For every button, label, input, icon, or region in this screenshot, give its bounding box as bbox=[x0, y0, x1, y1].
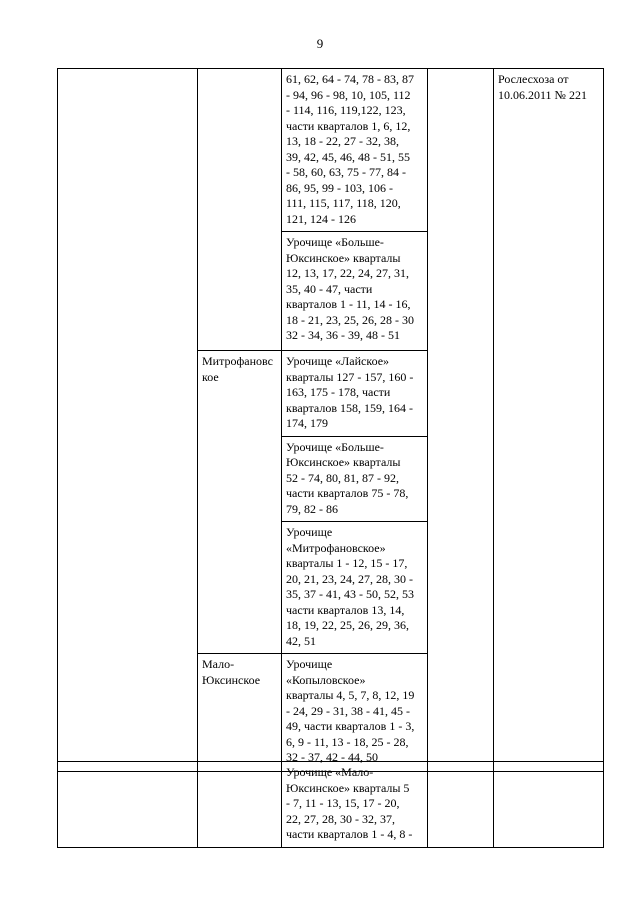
table-row bbox=[58, 762, 604, 848]
quarters-cell: Урочище «Лайское» кварталы 127 - 157, 160 - 163, 175 - 178, части кварталов 158, 159, 164 - 174, 179 bbox=[282, 351, 428, 437]
territory-cell bbox=[198, 762, 282, 848]
territory-cell: Митрофановс кое bbox=[198, 351, 282, 654]
forestry-cell bbox=[58, 762, 198, 848]
area-cell bbox=[428, 762, 494, 848]
quarters-cell: Урочище «Мало- Юксинское» кварталы 5 - 7, 11 - 13, 15, 17 - 20, 22, 27, 28, 30 - 32, 37, части кварталов 1 - 4, 8 - bbox=[282, 762, 428, 848]
decision-cell bbox=[494, 762, 604, 848]
quarters-cell: Урочище «Больше- Юксинское» кварталы 52 - 74, 80, 81, 87 - 92, части кварталов 75 - 78, 79, 82 - 86 bbox=[282, 436, 428, 522]
territory-cell: Мало- Юксинское bbox=[198, 654, 282, 772]
forest-district-table-continued bbox=[57, 761, 604, 848]
forestry-cell bbox=[58, 69, 198, 772]
quarters-cell: Урочище «Больше- Юксинское» кварталы 12, 13, 17, 22, 24, 27, 31, 35, 40 - 47, части кварталов 1 - 11, 14 - 16, 18 - 21, 23, 25, 26, 28 - 30 32 - 34, 36 - 39, 48 - 51 bbox=[282, 232, 428, 351]
quarters-cell: Урочище «Митрофановское» кварталы 1 - 12, 15 - 17, 20, 21, 23, 24, 27, 28, 30 - 35, 37 - 41, 43 - 50, 52, 53 части кварталов 13, 14, 18, 19, 22, 25, 26, 29, 36, 42, 51 bbox=[282, 522, 428, 654]
area-cell bbox=[428, 69, 494, 772]
forest-district-table bbox=[57, 68, 604, 772]
quarters-cell: 61, 62, 64 - 74, 78 - 83, 87 - 94, 96 - 98, 10, 105, 112 - 114, 116, 119,122, 123, части кварталов 1, 6, 12, 13, 18 - 22, 27 - 32, 38, 39, 42, 45, 46, 48 - 51, 55 - 58, 60, 63, 75 - 77, 84 - 86, 95, 99 - 103, 106 - 111, 115, 117, 118, 120, 121, 124 - 126 bbox=[282, 69, 428, 232]
page-number: 9 bbox=[316, 36, 324, 51]
quarters-cell: Урочище «Копыловское» кварталы 4, 5, 7, 8, 12, 19 - 24, 29 - 31, 38 - 41, 45 - 49, части кварталов 1 - 3, 6, 9 - 11, 13 - 18, 25 - 28, 32 - 37, 42 - 44, 50 bbox=[282, 654, 428, 772]
territory-cell bbox=[198, 69, 282, 351]
table-row bbox=[58, 69, 604, 232]
decision-cell: Рослесхоза от 10.06.2011 № 221 bbox=[494, 69, 604, 772]
